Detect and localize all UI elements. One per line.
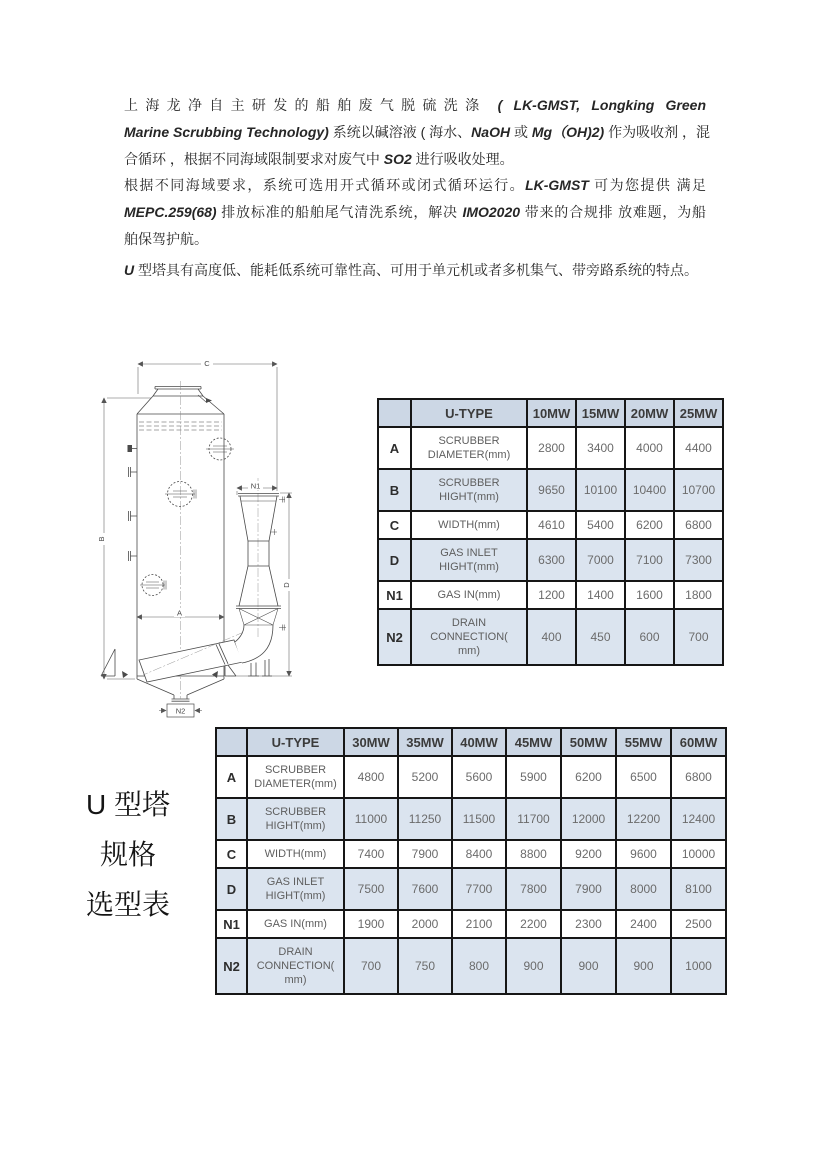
value-cell: 5600 (452, 756, 506, 798)
row-label: DRAIN CONNECTION( mm) (247, 938, 344, 994)
value-cell: 2800 (527, 427, 576, 469)
value-cell: 6200 (625, 511, 674, 539)
value-cell: 10000 (671, 840, 726, 868)
text-run: 型塔具有高度低、能耗低系统可靠性高、可用于单元机或者多机集气、带旁路系统的特点。 (134, 262, 699, 278)
inlet-funnel (236, 478, 285, 637)
value-cell: 5900 (506, 756, 561, 798)
value-cell: 12000 (561, 798, 616, 840)
spec-row-N2 (216, 938, 726, 994)
row-key: N2 (378, 609, 411, 665)
value-cell: 800 (452, 938, 506, 994)
value-cell: 2000 (398, 910, 452, 938)
value-cell: 6800 (674, 511, 723, 539)
value-cell: 10100 (576, 469, 625, 511)
row-label: WIDTH(mm) (247, 840, 344, 868)
value-cell: 1000 (671, 938, 726, 994)
value-cell: 7900 (398, 840, 452, 868)
row-key: N2 (216, 938, 247, 994)
spec-row-D (216, 868, 726, 910)
column-header (378, 399, 411, 427)
row-label: SCRUBBER HIGHT(mm) (411, 469, 527, 511)
table-body (378, 427, 723, 665)
text-run: 舶保驾护航。 (124, 230, 208, 247)
text-run: SO2 (383, 150, 412, 167)
column-header: 45MW (506, 728, 561, 756)
text-run: 作为吸收剂 ，混 (604, 123, 710, 140)
table-header (378, 399, 723, 427)
value-cell: 1200 (527, 581, 576, 609)
column-header: 25MW (674, 399, 723, 427)
text-run: 系统以碱溶液 ( 海水、 (332, 123, 472, 140)
value-cell: 2300 (561, 910, 616, 938)
row-key: N1 (216, 910, 247, 938)
dim-label-a: A (176, 608, 183, 618)
column-header: 20MW (625, 399, 674, 427)
intro-line (124, 199, 706, 226)
value-cell: 700 (674, 609, 723, 665)
column-header: 50MW (561, 728, 616, 756)
value-cell: 7300 (674, 539, 723, 581)
value-cell: 1900 (344, 910, 398, 938)
column-header: U-TYPE (411, 399, 527, 427)
value-cell: 4000 (625, 427, 674, 469)
value-cell: 600 (625, 609, 674, 665)
value-cell: 9650 (527, 469, 576, 511)
value-cell: 12400 (671, 798, 726, 840)
header-row (216, 728, 726, 756)
column-header: 40MW (452, 728, 506, 756)
row-label: SCRUBBER HIGHT(mm) (247, 798, 344, 840)
value-cell: 5200 (398, 756, 452, 798)
intro-line (124, 172, 706, 199)
value-cell: 750 (398, 938, 452, 994)
text-run: ( LK-GMST, Longking Green (497, 97, 706, 113)
value-cell: 8100 (671, 868, 726, 910)
value-cell: 7600 (398, 868, 452, 910)
dim-label-n1: N1 (250, 481, 261, 491)
value-cell: 7700 (452, 868, 506, 910)
spec-row-N1 (378, 581, 723, 609)
intro-line (124, 119, 710, 146)
value-cell: 11700 (506, 798, 561, 840)
header-row (378, 399, 723, 427)
value-cell: 1600 (625, 581, 674, 609)
value-cell: 900 (506, 938, 561, 994)
column-header: 15MW (576, 399, 625, 427)
row-key: C (378, 511, 411, 539)
intro-line (124, 226, 706, 253)
row-key: B (378, 469, 411, 511)
intro-line (124, 92, 706, 119)
text-run: Marine Scrubbing Technology) (124, 123, 333, 140)
text-run: 根据不同海域要求，系统可选用开式循环或闭式循环运行。 (124, 177, 526, 194)
row-key: D (378, 539, 411, 581)
value-cell: 11500 (452, 798, 506, 840)
spec-row-A (216, 756, 726, 798)
text-run: 上海龙净自主研发的船舶废气脱硫洗涤 (124, 97, 498, 113)
row-label: SCRUBBER DIAMETER(mm) (247, 756, 344, 798)
row-label: DRAIN CONNECTION( mm) (411, 609, 527, 665)
side-caption-line: 选型表 (85, 889, 170, 920)
n2-label-box (167, 704, 194, 717)
text-run: Mg（OH)2) (531, 123, 605, 140)
text-run: 进行吸收处理。 (411, 150, 514, 167)
row-label: GAS IN(mm) (411, 581, 527, 609)
value-cell: 9600 (616, 840, 671, 868)
value-cell: 400 (527, 609, 576, 665)
text-run: IMO2020 (462, 204, 521, 221)
value-cell: 4800 (344, 756, 398, 798)
dim-label-d: D (282, 582, 291, 588)
column-header: U-TYPE (247, 728, 344, 756)
row-label: SCRUBBER DIAMETER(mm) (411, 427, 527, 469)
text-run: LK-GMST (525, 177, 589, 194)
row-key: B (216, 798, 247, 840)
column-header: 30MW (344, 728, 398, 756)
value-cell: 10700 (674, 469, 723, 511)
text-run: U (124, 262, 135, 278)
text-run: MEPC.259(68) (124, 204, 222, 221)
value-cell: 9200 (561, 840, 616, 868)
text-run: 可为您提供 满足 (588, 177, 707, 194)
value-cell: 7500 (344, 868, 398, 910)
scrubber-diagram (95, 345, 295, 725)
dim-label-c: C (204, 359, 210, 368)
row-key: A (216, 756, 247, 798)
value-cell: 8400 (452, 840, 506, 868)
row-label: GAS INLET HIGHT(mm) (411, 539, 527, 581)
value-cell: 6500 (616, 756, 671, 798)
value-cell: 11000 (344, 798, 398, 840)
side-caption-line: 规格 (99, 839, 156, 870)
text-run: 合循环 ，根据不同海域限制要求对废气中 (124, 150, 384, 167)
row-key: C (216, 840, 247, 868)
value-cell: 2400 (616, 910, 671, 938)
column-header: 10MW (527, 399, 576, 427)
value-cell: 6300 (527, 539, 576, 581)
column-header: 60MW (671, 728, 726, 756)
spec-row-N1 (216, 910, 726, 938)
spec-row-C (216, 840, 726, 868)
row-key: A (378, 427, 411, 469)
value-cell: 4610 (527, 511, 576, 539)
table-header (216, 728, 726, 756)
row-label: GAS IN(mm) (247, 910, 344, 938)
spec-table-10-25mw (377, 398, 724, 666)
value-cell: 4400 (674, 427, 723, 469)
column-header: 35MW (398, 728, 452, 756)
column-header (216, 728, 247, 756)
dim-label-b: B (97, 536, 106, 542)
value-cell: 7800 (506, 868, 561, 910)
manholes (140, 438, 234, 596)
value-cell: 2200 (506, 910, 561, 938)
intro-line (124, 146, 706, 173)
value-cell: 6800 (671, 756, 726, 798)
row-label: WIDTH(mm) (411, 511, 527, 539)
elbow-fill (235, 625, 273, 663)
value-cell: 900 (616, 938, 671, 994)
side-caption-line: U 型塔 (85, 789, 170, 820)
value-cell: 900 (561, 938, 616, 994)
spec-row-C (378, 511, 723, 539)
value-cell: 5400 (576, 511, 625, 539)
value-cell: 7400 (344, 840, 398, 868)
value-cell: 7100 (625, 539, 674, 581)
value-cell: 8000 (616, 868, 671, 910)
value-cell: 11250 (398, 798, 452, 840)
feature-paragraph (124, 259, 724, 281)
value-cell: 7900 (561, 868, 616, 910)
value-cell: 450 (576, 609, 625, 665)
shell-nozzles (128, 445, 138, 561)
spec-row-B (216, 798, 726, 840)
value-cell: 2100 (452, 910, 506, 938)
value-cell: 1800 (674, 581, 723, 609)
table-body (216, 756, 726, 994)
column-header: 55MW (616, 728, 671, 756)
side-caption (68, 780, 188, 930)
spec-row-N2 (378, 609, 723, 665)
value-cell: 700 (344, 938, 398, 994)
intro-text-block (124, 92, 710, 253)
value-cell: 6200 (561, 756, 616, 798)
spec-row-D (378, 539, 723, 581)
value-cell: 12200 (616, 798, 671, 840)
text-run: 带来的合规排 放难题，为船 (520, 204, 706, 221)
text-run: 排放标准的船舶尾气清洗系统，解决 (221, 204, 463, 221)
spec-row-B (378, 469, 723, 511)
value-cell: 7000 (576, 539, 625, 581)
spec-table-30-60mw (215, 727, 727, 995)
text-run: 或 (510, 123, 532, 140)
row-key: N1 (378, 581, 411, 609)
value-cell: 3400 (576, 427, 625, 469)
row-key: D (216, 868, 247, 910)
row-label: GAS INLET HIGHT(mm) (247, 868, 344, 910)
spec-row-A (378, 427, 723, 469)
value-cell: 10400 (625, 469, 674, 511)
value-cell: 1400 (576, 581, 625, 609)
value-cell: 2500 (671, 910, 726, 938)
text-run: NaOH (471, 123, 511, 140)
value-cell: 8800 (506, 840, 561, 868)
dim-label-n2: N2 (175, 706, 186, 716)
